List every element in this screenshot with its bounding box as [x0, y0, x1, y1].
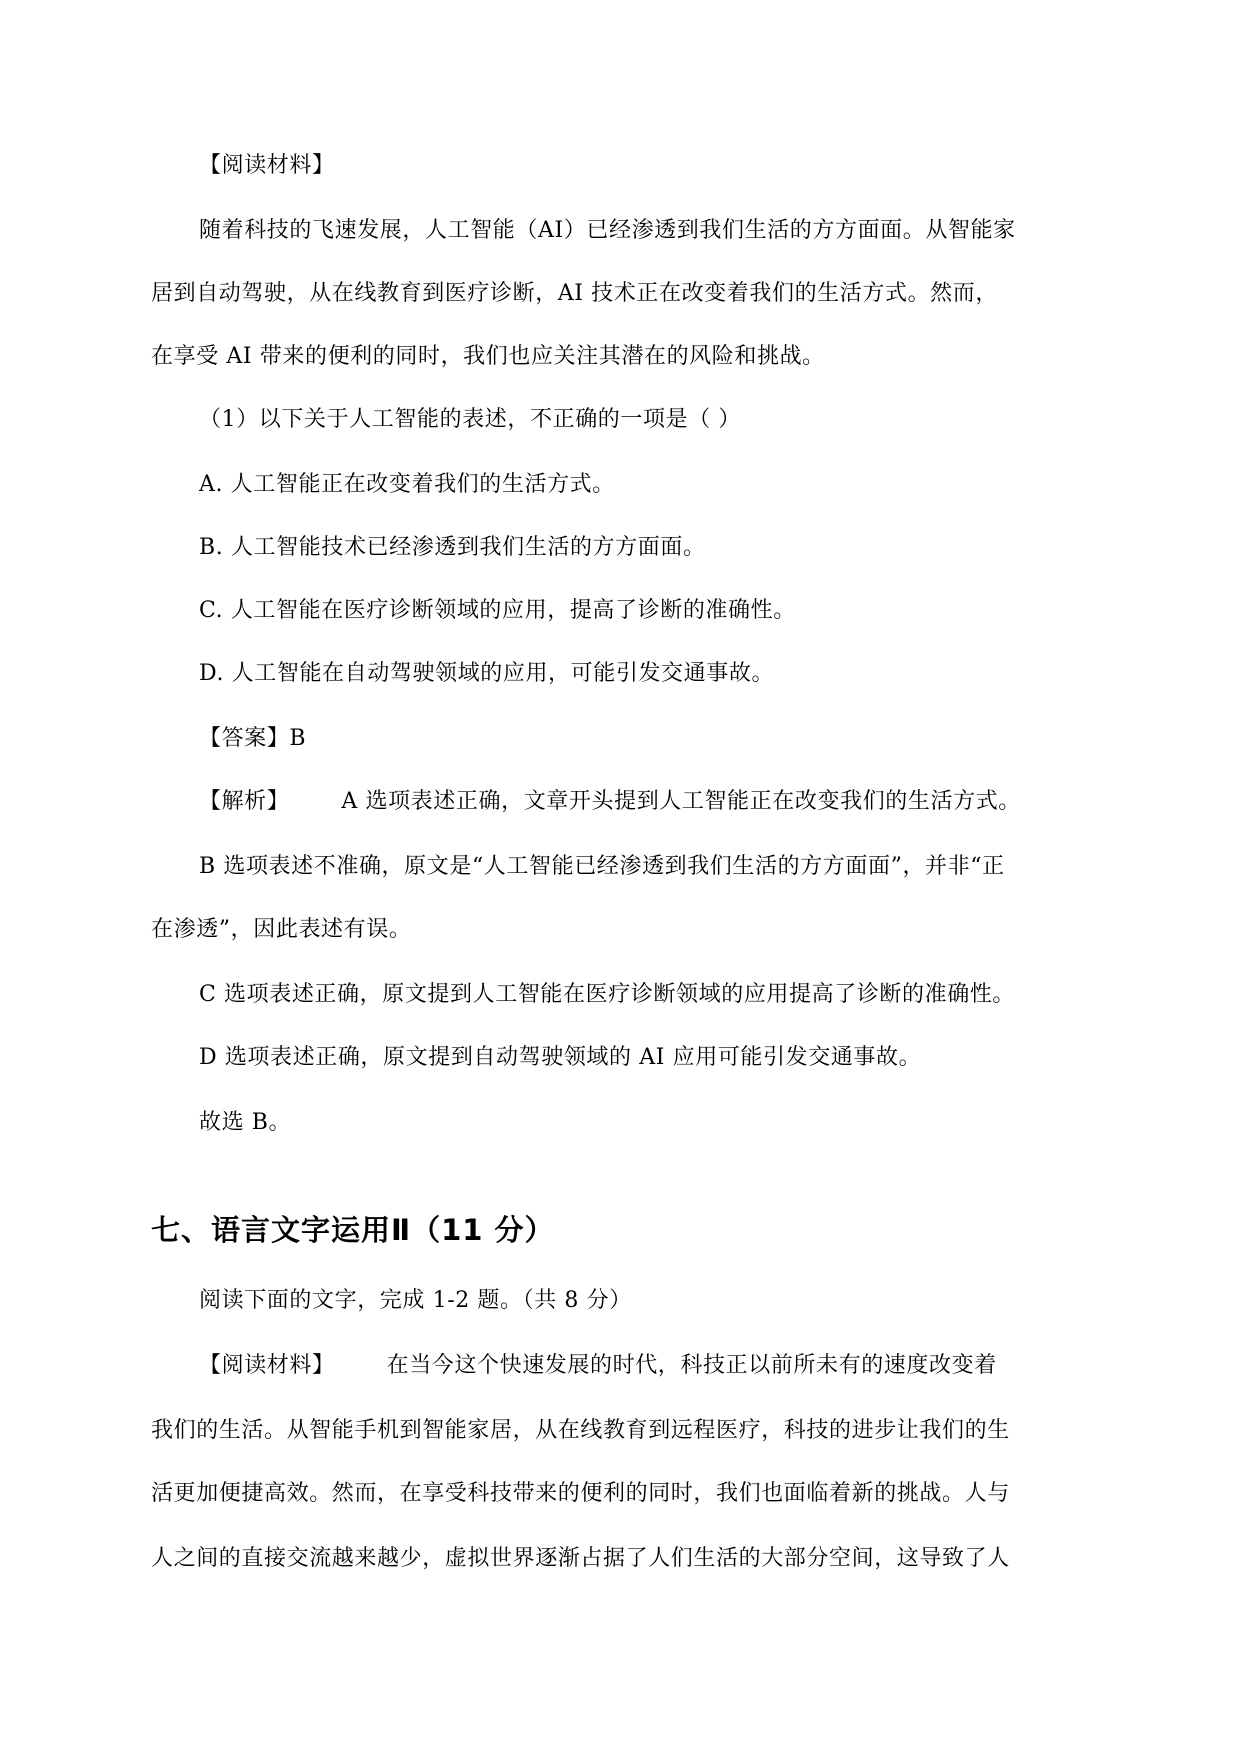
material-label: 【阅读材料】	[199, 153, 335, 178]
material-first-line	[199, 1351, 997, 1381]
analysis-line: D 选项表述正确，原文提到自动驾驶领域的 AI 应用可能引发交通事故。	[199, 1045, 922, 1070]
analysis-line: C 选项表述正确，原文提到人工智能在医疗诊断领域的应用提高了诊断的准确性。	[199, 982, 1016, 1007]
passage-line: 活更加便捷高效。然而，在享受科技带来的便利的同时，我们也面临着新的挑战。人与	[151, 1481, 1010, 1506]
analysis-line: B 选项表述不准确，原文是“人工智能已经渗透到我们生活的方方面面”，并非“正	[199, 854, 1005, 879]
instruction-text: 阅读下面的文字，完成 1-2 题。（共 8 分）	[199, 1288, 632, 1313]
option-b: B. 人工智能技术已经渗透到我们生活的方方面面。	[199, 535, 706, 560]
passage-line: 随着科技的飞速发展，人工智能（AI）已经渗透到我们生活的方方面面。从智能家	[199, 218, 1016, 243]
section-heading: 七、语言文字运用Ⅱ（11 分）	[151, 1213, 555, 1247]
analysis-a-text: A 选项表述正确，文章开头提到人工智能正在改变我们的生活方式。	[341, 789, 1021, 814]
passage-line: 在享受 AI 带来的便利的同时，我们也应关注其潜在的风险和挑战。	[151, 344, 825, 369]
option-d: D. 人工智能在自动驾驶领域的应用，可能引发交通事故。	[199, 661, 775, 686]
analysis-first-line	[199, 787, 1021, 817]
passage-line: 居到自动驾驶，从在线教育到医疗诊断，AI 技术正在改变着我们的生活方式。然而，	[151, 281, 998, 306]
analysis-line: 在渗透”，因此表述有误。	[151, 917, 412, 942]
question-text: （1）以下关于人工智能的表述，不正确的一项是（ ）	[199, 407, 741, 432]
material-label: 【阅读材料】	[199, 1353, 335, 1378]
answer-text: 【答案】B	[199, 726, 307, 751]
analysis-label: 【解析】	[199, 789, 290, 814]
passage-line: 人之间的直接交流越来越少，虚拟世界逐渐占据了人们生活的大部分空间，这导致了人	[151, 1546, 1010, 1571]
option-c: C. 人工智能在医疗诊断领域的应用，提高了诊断的准确性。	[199, 598, 796, 623]
material-text: 在当今这个快速发展的时代，科技正以前所未有的速度改变着	[386, 1353, 997, 1378]
analysis-conclusion: 故选 B。	[199, 1110, 292, 1135]
option-a: A. 人工智能正在改变着我们的生活方式。	[199, 472, 615, 497]
passage-line: 我们的生活。从智能手机到智能家居，从在线教育到远程医疗，科技的进步让我们的生	[151, 1418, 1010, 1443]
